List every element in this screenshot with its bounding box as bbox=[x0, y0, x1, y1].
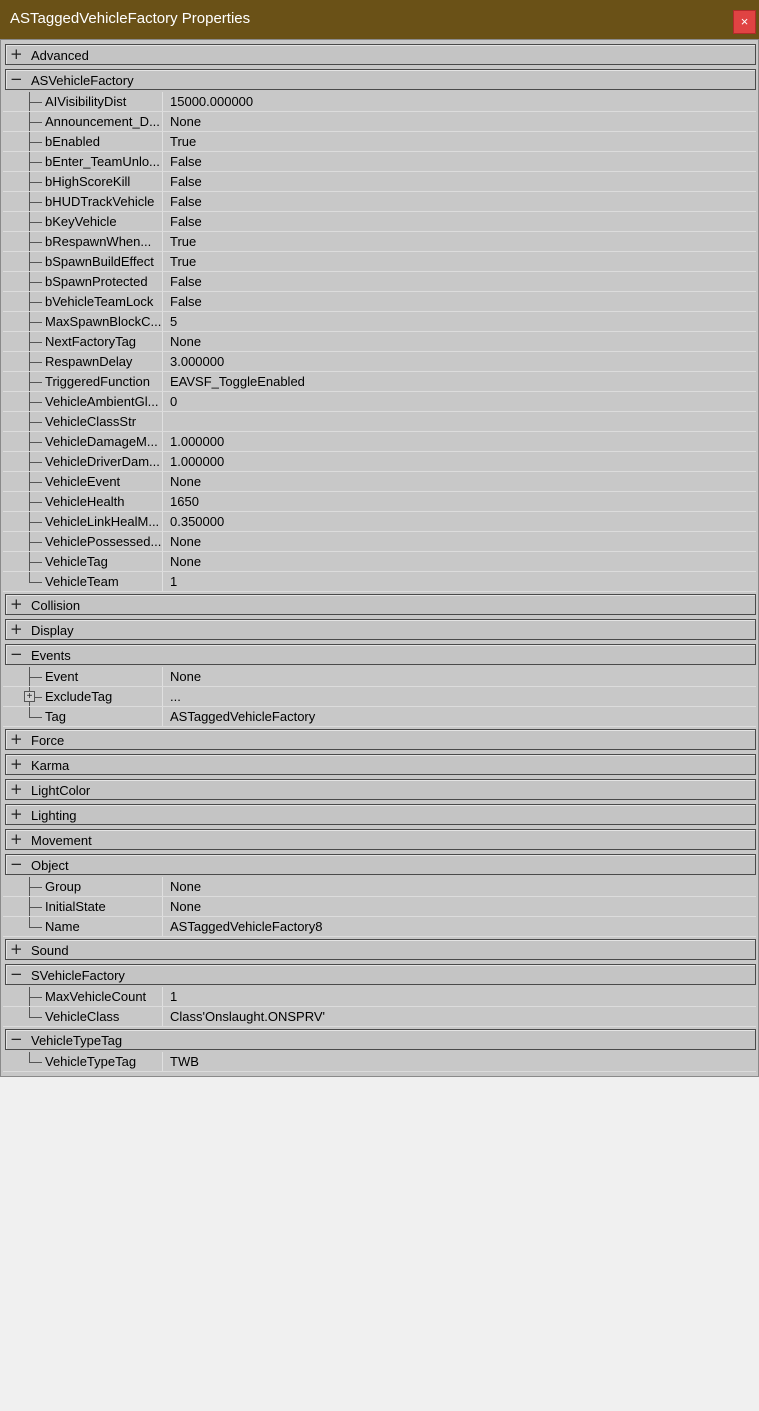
property-name-cell bbox=[3, 432, 163, 451]
category-header[interactable] bbox=[5, 44, 756, 65]
property-row[interactable] bbox=[3, 372, 756, 392]
category-label: VehicleTypeTag bbox=[31, 1033, 123, 1048]
property-row[interactable] bbox=[3, 1052, 756, 1072]
property-name-cell bbox=[3, 392, 163, 411]
property-row[interactable] bbox=[3, 272, 756, 292]
property-name[interactable]: VehicleTypeTag bbox=[45, 1054, 137, 1069]
tree-connector bbox=[29, 707, 43, 726]
property-value[interactable]: 0.350000 bbox=[170, 514, 225, 529]
property-value[interactable]: False bbox=[170, 214, 202, 229]
category-karma bbox=[3, 752, 756, 777]
category-asvehiclefactory bbox=[3, 67, 756, 92]
property-name-cell bbox=[3, 172, 163, 191]
property-row[interactable] bbox=[3, 292, 756, 312]
property-list bbox=[3, 42, 756, 1072]
property-value[interactable]: EAVSF_ToggleEnabled bbox=[170, 374, 305, 389]
property-name[interactable]: Event bbox=[45, 669, 79, 684]
property-value[interactable]: None bbox=[170, 899, 202, 914]
property-name[interactable]: Announcement_D... bbox=[45, 114, 160, 129]
property-row[interactable] bbox=[3, 512, 756, 532]
property-name[interactable]: RespawnDelay bbox=[45, 354, 133, 369]
property-name[interactable]: VehicleClassStr bbox=[45, 414, 137, 429]
category-header[interactable] bbox=[5, 939, 756, 960]
category-movement bbox=[3, 827, 756, 852]
property-row[interactable] bbox=[3, 667, 756, 687]
category-header[interactable] bbox=[5, 594, 756, 615]
property-name[interactable]: bHighScoreKill bbox=[45, 174, 131, 189]
category-header[interactable] bbox=[5, 644, 756, 665]
tree-connector bbox=[29, 1007, 43, 1026]
tree-connector bbox=[29, 212, 43, 231]
category-lightcolor bbox=[3, 777, 756, 802]
collapse-icon[interactable]: − bbox=[10, 645, 23, 663]
property-name-cell bbox=[3, 232, 163, 251]
property-value[interactable]: True bbox=[170, 134, 197, 149]
category-header[interactable] bbox=[5, 804, 756, 825]
property-name-cell bbox=[3, 372, 163, 391]
tree-connector bbox=[29, 472, 43, 491]
property-name[interactable]: Group bbox=[45, 879, 82, 894]
property-name[interactable]: bVehicleTeamLock bbox=[45, 294, 154, 309]
tree-connector bbox=[29, 252, 43, 271]
property-row[interactable] bbox=[3, 917, 756, 937]
category-label: Movement bbox=[31, 833, 92, 848]
category-label: SVehicleFactory bbox=[31, 968, 125, 983]
category-label: LightColor bbox=[31, 783, 91, 798]
tree-connector bbox=[29, 532, 43, 551]
property-name-cell bbox=[3, 917, 163, 936]
expand-icon[interactable]: + bbox=[24, 691, 35, 702]
property-value[interactable]: 1 bbox=[170, 574, 178, 589]
tree-connector bbox=[29, 132, 43, 151]
property-name[interactable]: bHUDTrackVehicle bbox=[45, 194, 155, 209]
property-value[interactable]: None bbox=[170, 534, 202, 549]
expand-icon[interactable]: + bbox=[10, 755, 23, 773]
tree-connector bbox=[29, 292, 43, 311]
category-object bbox=[3, 852, 756, 877]
property-name-cell bbox=[3, 707, 163, 726]
property-name[interactable]: bKeyVehicle bbox=[45, 214, 117, 229]
close-icon: × bbox=[740, 14, 749, 29]
property-value[interactable]: None bbox=[170, 554, 202, 569]
property-name[interactable]: bEnter_TeamUnlo... bbox=[45, 154, 160, 169]
tree-connector bbox=[29, 917, 43, 936]
property-name-cell bbox=[3, 532, 163, 551]
property-row[interactable] bbox=[3, 192, 756, 212]
category-label: Karma bbox=[31, 758, 70, 773]
property-name[interactable]: bSpawnBuildEffect bbox=[45, 254, 154, 269]
property-name[interactable]: MaxSpawnBlockC... bbox=[45, 314, 161, 329]
property-name-cell bbox=[3, 352, 163, 371]
property-row[interactable] bbox=[3, 392, 756, 412]
property-row[interactable] bbox=[3, 987, 756, 1007]
tree-connector bbox=[29, 312, 43, 331]
property-name[interactable]: VehicleEvent bbox=[45, 474, 121, 489]
property-name[interactable]: Tag bbox=[45, 709, 66, 724]
expand-icon[interactable]: + bbox=[10, 595, 23, 613]
property-value[interactable]: 15000.000000 bbox=[170, 94, 254, 109]
close-button[interactable] bbox=[733, 10, 756, 34]
category-header[interactable] bbox=[5, 829, 756, 850]
property-name[interactable]: NextFactoryTag bbox=[45, 334, 137, 349]
tree-connector bbox=[29, 412, 43, 431]
property-row[interactable] bbox=[3, 452, 756, 472]
category-header[interactable] bbox=[5, 964, 756, 985]
property-name-cell bbox=[3, 987, 163, 1006]
property-name-cell bbox=[3, 897, 163, 916]
tree-connector bbox=[29, 877, 43, 896]
tree-connector bbox=[29, 572, 43, 591]
category-header[interactable] bbox=[5, 754, 756, 775]
property-row[interactable] bbox=[3, 132, 756, 152]
property-name[interactable]: VehicleDamageM... bbox=[45, 434, 158, 449]
property-row[interactable] bbox=[3, 707, 756, 727]
property-name[interactable]: InitialState bbox=[45, 899, 106, 914]
property-name-cell bbox=[3, 152, 163, 171]
property-name-cell bbox=[3, 687, 163, 706]
property-row[interactable] bbox=[3, 312, 756, 332]
property-name[interactable]: VehicleTeam bbox=[45, 574, 119, 589]
tree-connector bbox=[29, 352, 43, 371]
category-header[interactable] bbox=[5, 779, 756, 800]
property-value[interactable]: False bbox=[170, 174, 202, 189]
property-row[interactable] bbox=[3, 552, 756, 572]
property-name[interactable]: VehicleLinkHealM... bbox=[45, 514, 160, 529]
property-row[interactable] bbox=[3, 412, 756, 432]
expand-icon[interactable]: + bbox=[10, 45, 23, 63]
property-name[interactable]: VehicleHealth bbox=[45, 494, 125, 509]
property-name[interactable]: VehicleClass bbox=[45, 1009, 120, 1024]
category-header[interactable] bbox=[5, 854, 756, 875]
expand-icon[interactable]: + bbox=[10, 780, 23, 798]
property-name[interactable]: AIVisibilityDist bbox=[45, 94, 127, 109]
property-name-cell bbox=[3, 132, 163, 151]
category-label: Events bbox=[31, 648, 71, 663]
property-name-cell bbox=[3, 452, 163, 471]
property-name[interactable]: bRespawnWhen... bbox=[45, 234, 152, 249]
property-name-cell bbox=[3, 92, 163, 111]
property-row[interactable] bbox=[3, 332, 756, 352]
category-label: Collision bbox=[31, 598, 81, 613]
property-name-cell bbox=[3, 192, 163, 211]
property-value[interactable]: False bbox=[170, 194, 202, 209]
category-force bbox=[3, 727, 756, 752]
window-title: ASTaggedVehicleFactory Properties bbox=[10, 10, 251, 27]
expand-icon[interactable]: + bbox=[10, 730, 23, 748]
property-value[interactable]: True bbox=[170, 254, 197, 269]
property-row[interactable] bbox=[3, 152, 756, 172]
expand-icon[interactable]: + bbox=[10, 620, 23, 638]
property-name[interactable]: VehicleDriverDam... bbox=[45, 454, 160, 469]
property-name-cell bbox=[3, 512, 163, 531]
category-display bbox=[3, 617, 756, 642]
property-name[interactable]: TriggeredFunction bbox=[45, 374, 151, 389]
tree-connector bbox=[29, 232, 43, 251]
property-name[interactable]: VehiclePossessed... bbox=[45, 534, 161, 549]
property-name-cell bbox=[3, 877, 163, 896]
property-value[interactable]: ASTaggedVehicleFactory bbox=[170, 709, 316, 724]
category-header[interactable] bbox=[5, 1029, 756, 1050]
tree-connector bbox=[29, 332, 43, 351]
property-value[interactable]: None bbox=[170, 669, 202, 684]
property-row[interactable] bbox=[3, 687, 756, 707]
category-advanced bbox=[3, 42, 756, 67]
title-bar bbox=[0, 0, 759, 39]
property-name[interactable]: bSpawnProtected bbox=[45, 274, 148, 289]
property-name-cell bbox=[3, 1007, 163, 1026]
category-svehiclefactory bbox=[3, 962, 756, 987]
category-label: Sound bbox=[31, 943, 69, 958]
property-name-cell bbox=[3, 667, 163, 686]
property-row[interactable] bbox=[3, 92, 756, 112]
tree-connector bbox=[29, 897, 43, 916]
category-sound bbox=[3, 937, 756, 962]
property-value[interactable]: 0 bbox=[170, 394, 178, 409]
tree-connector bbox=[29, 452, 43, 471]
tree-connector bbox=[29, 272, 43, 291]
property-row[interactable] bbox=[3, 112, 756, 132]
property-name-cell bbox=[3, 292, 163, 311]
property-row[interactable] bbox=[3, 472, 756, 492]
tree-connector bbox=[29, 1052, 43, 1071]
property-name-cell bbox=[3, 572, 163, 591]
tree-connector bbox=[29, 372, 43, 391]
collapse-icon[interactable]: − bbox=[10, 965, 23, 983]
property-grid[interactable] bbox=[0, 39, 759, 1077]
collapse-icon[interactable]: − bbox=[10, 855, 23, 873]
tree-connector bbox=[29, 667, 43, 686]
property-value[interactable]: None bbox=[170, 474, 202, 489]
property-value[interactable]: None bbox=[170, 334, 202, 349]
expand-icon[interactable]: + bbox=[10, 940, 23, 958]
tree-connector bbox=[26, 687, 43, 706]
collapse-icon[interactable]: − bbox=[10, 1030, 23, 1048]
property-value[interactable]: ... bbox=[170, 689, 181, 704]
property-row[interactable] bbox=[3, 432, 756, 452]
property-value[interactable]: 5 bbox=[170, 314, 178, 329]
property-row[interactable] bbox=[3, 232, 756, 252]
property-name[interactable]: ExcludeTag bbox=[45, 689, 113, 704]
property-name-cell bbox=[3, 472, 163, 491]
property-value[interactable]: 1.000000 bbox=[170, 434, 225, 449]
category-lighting bbox=[3, 802, 756, 827]
property-name-cell bbox=[3, 332, 163, 351]
category-label: Force bbox=[31, 733, 65, 748]
tree-connector bbox=[29, 552, 43, 571]
property-name-cell bbox=[3, 112, 163, 131]
category-label: Lighting bbox=[31, 808, 77, 823]
property-name-cell bbox=[3, 492, 163, 511]
property-row[interactable] bbox=[3, 1007, 756, 1027]
category-header[interactable] bbox=[5, 619, 756, 640]
property-value[interactable]: False bbox=[170, 294, 202, 309]
category-label: ASVehicleFactory bbox=[31, 73, 134, 88]
tree-connector bbox=[29, 512, 43, 531]
property-name[interactable]: Name bbox=[45, 919, 80, 934]
category-label: Object bbox=[31, 858, 69, 873]
property-value[interactable]: 1 bbox=[170, 989, 178, 1004]
tree-connector bbox=[29, 987, 43, 1006]
property-name-cell bbox=[3, 312, 163, 331]
property-value[interactable]: Class'Onslaught.ONSPRV' bbox=[170, 1009, 326, 1024]
property-name[interactable]: bEnabled bbox=[45, 134, 100, 149]
property-row[interactable] bbox=[3, 572, 756, 592]
property-name-cell bbox=[3, 212, 163, 231]
category-label: Display bbox=[31, 623, 74, 638]
property-value[interactable]: 3.000000 bbox=[170, 354, 225, 369]
expand-icon[interactable]: + bbox=[10, 830, 23, 848]
property-row[interactable] bbox=[3, 352, 756, 372]
tree-connector bbox=[29, 392, 43, 411]
property-value[interactable]: True bbox=[170, 234, 197, 249]
category-events bbox=[3, 642, 756, 667]
property-row[interactable] bbox=[3, 897, 756, 917]
property-value[interactable]: False bbox=[170, 154, 202, 169]
category-header[interactable] bbox=[5, 729, 756, 750]
property-name[interactable]: MaxVehicleCount bbox=[45, 989, 147, 1004]
tree-connector bbox=[29, 152, 43, 171]
tree-connector bbox=[29, 432, 43, 451]
tree-connector bbox=[29, 172, 43, 191]
property-name[interactable]: VehicleAmbientGl... bbox=[45, 394, 159, 409]
property-name-cell bbox=[3, 552, 163, 571]
property-value[interactable]: None bbox=[170, 114, 202, 129]
property-value[interactable]: 1.000000 bbox=[170, 454, 225, 469]
property-value[interactable]: TWB bbox=[170, 1054, 199, 1069]
property-row[interactable] bbox=[3, 172, 756, 192]
category-header[interactable] bbox=[5, 69, 756, 90]
collapse-icon[interactable]: − bbox=[10, 70, 23, 88]
property-name-cell bbox=[3, 1052, 163, 1071]
property-value[interactable]: ASTaggedVehicleFactory8 bbox=[170, 919, 323, 934]
property-row[interactable] bbox=[3, 492, 756, 512]
tree-connector bbox=[29, 92, 43, 111]
property-name[interactable]: VehicleTag bbox=[45, 554, 108, 569]
tree-connector bbox=[29, 492, 43, 511]
property-row[interactable] bbox=[3, 877, 756, 897]
category-vehicletypetag bbox=[3, 1027, 756, 1052]
property-row[interactable] bbox=[3, 252, 756, 272]
property-value[interactable]: 1650 bbox=[170, 494, 199, 509]
property-value[interactable]: None bbox=[170, 879, 202, 894]
property-name-cell bbox=[3, 252, 163, 271]
property-name-cell bbox=[3, 272, 163, 291]
property-name-cell bbox=[3, 412, 163, 431]
category-collision bbox=[3, 592, 756, 617]
tree-connector bbox=[29, 192, 43, 211]
tree-connector bbox=[29, 112, 43, 131]
category-label: Advanced bbox=[31, 48, 89, 63]
property-value[interactable]: False bbox=[170, 274, 202, 289]
property-row[interactable] bbox=[3, 212, 756, 232]
expand-icon[interactable]: + bbox=[10, 805, 23, 823]
property-row[interactable] bbox=[3, 532, 756, 552]
